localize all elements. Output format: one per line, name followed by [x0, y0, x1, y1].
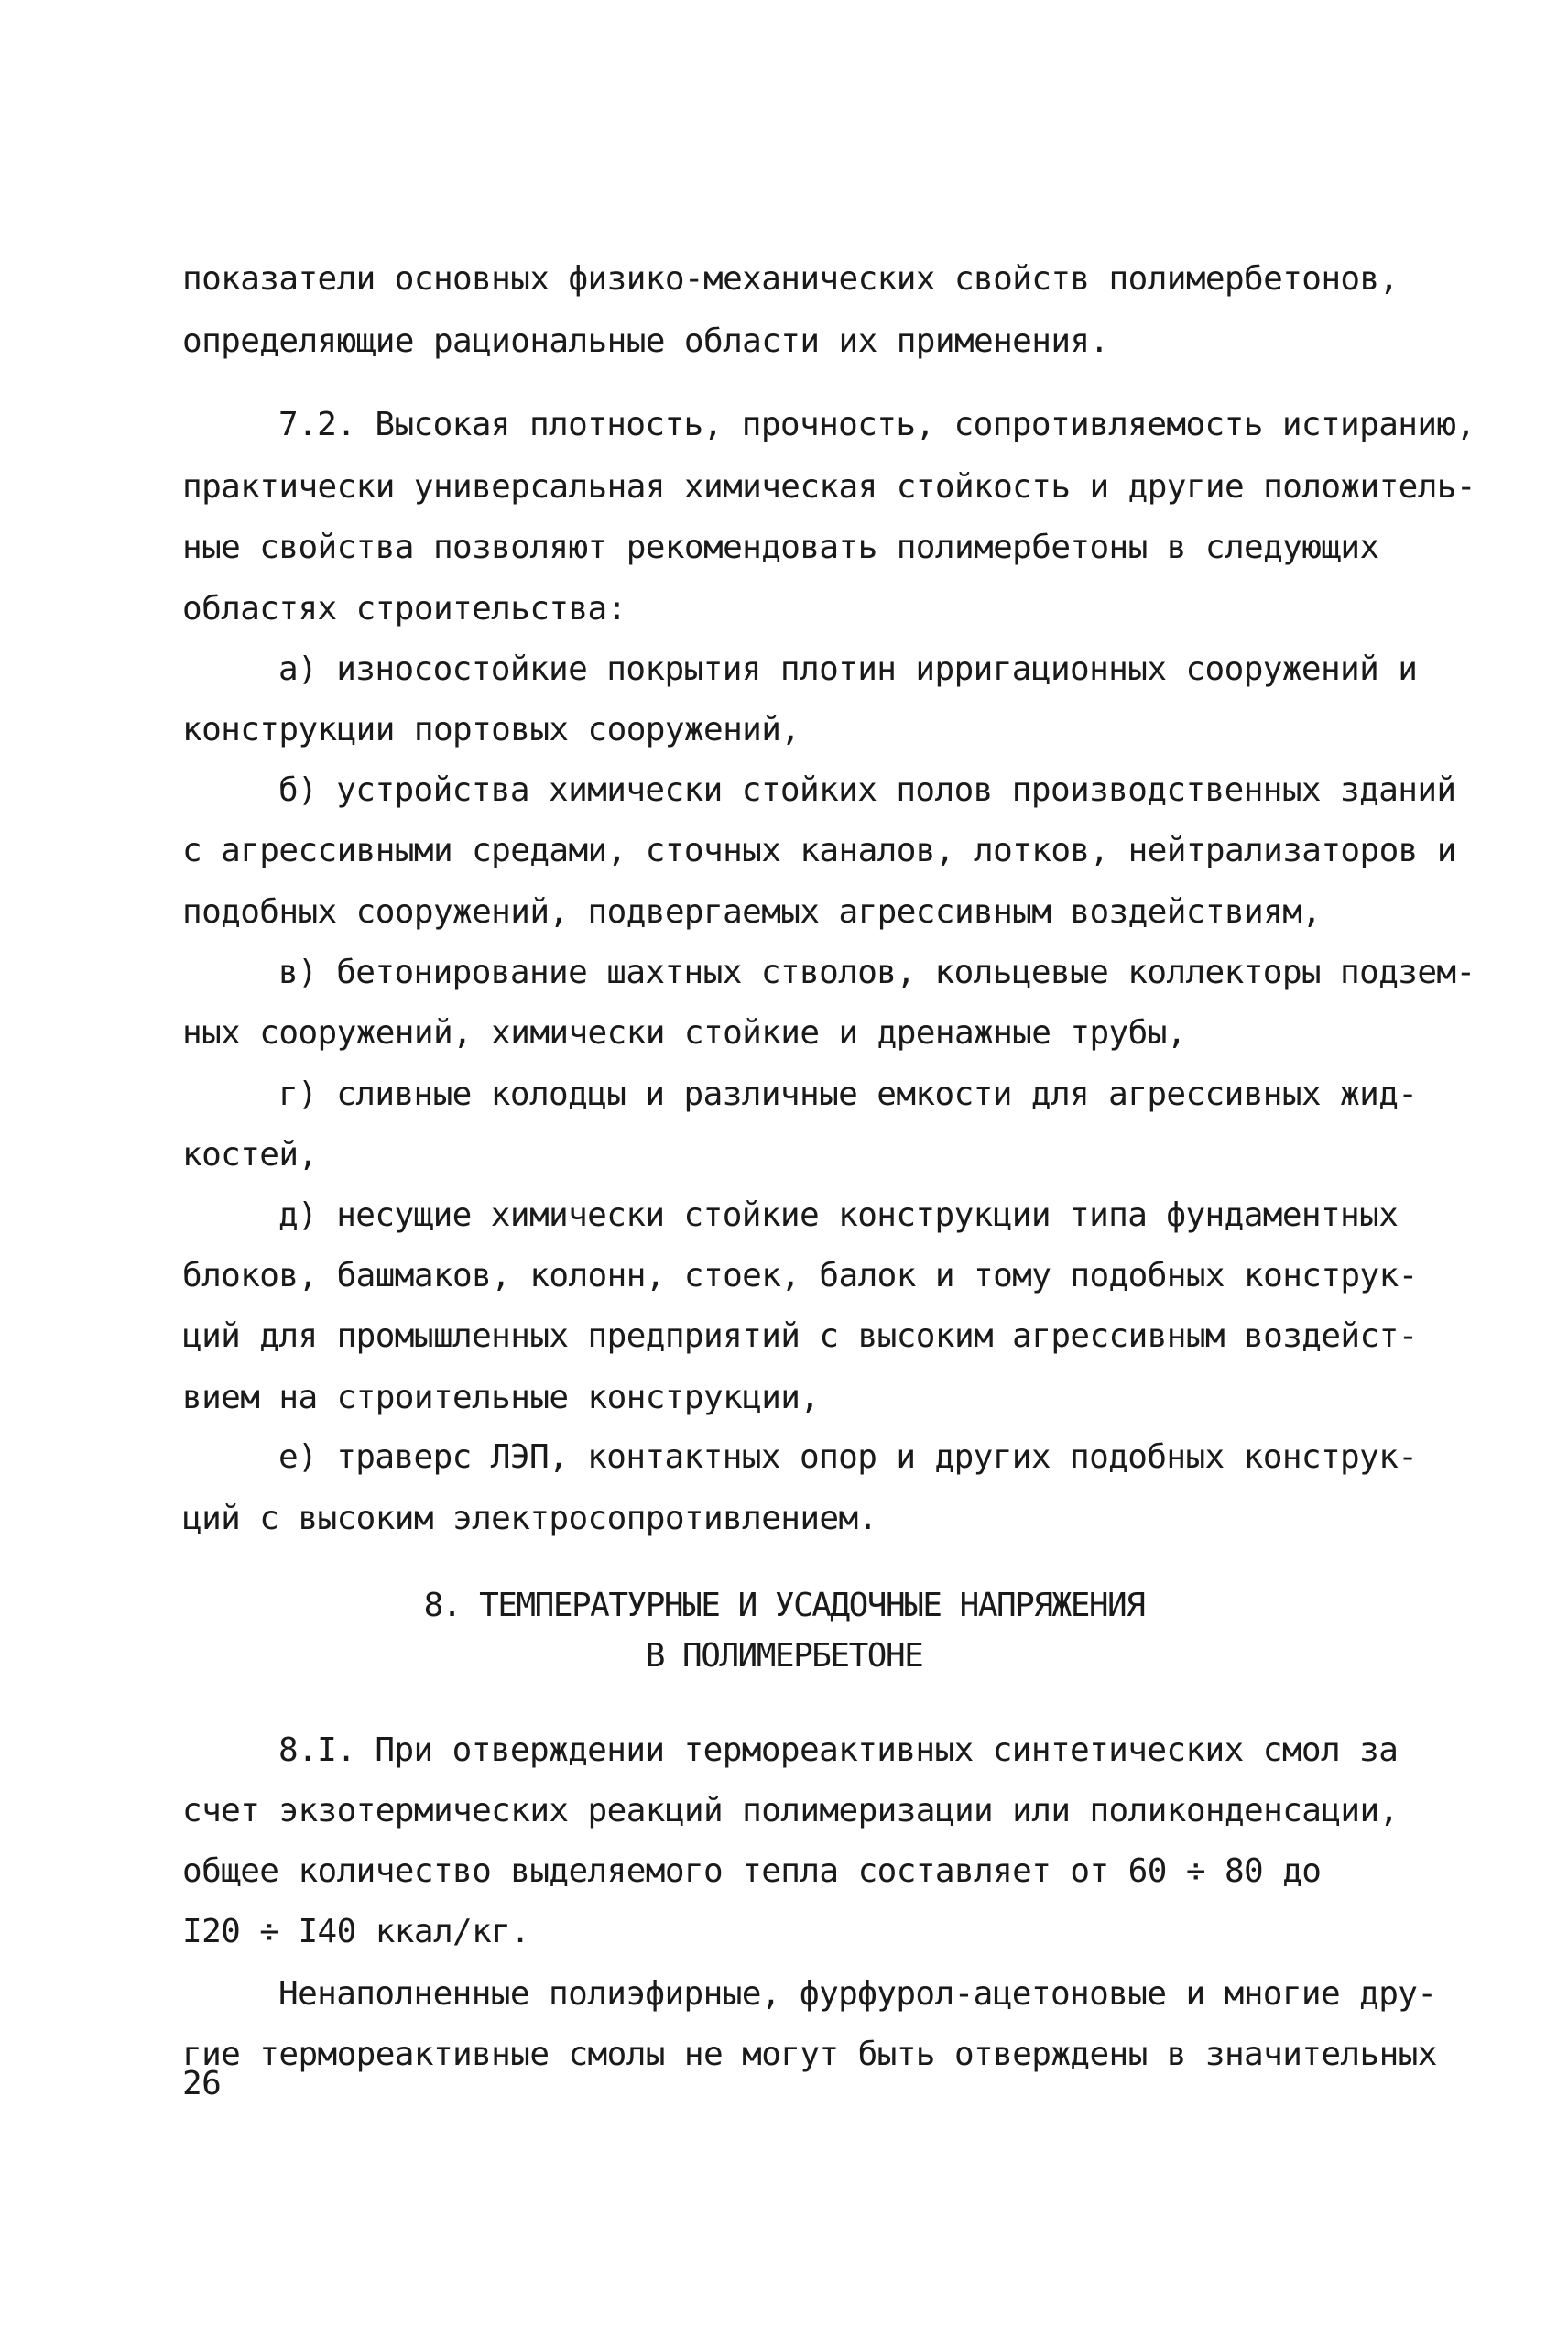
- page-number: 26: [182, 2065, 222, 2102]
- paragraph-line: счет экзотермических реакций полимеризации или поликонденсации,: [182, 1792, 1399, 1829]
- list-item-line: ных сооружений, химически стойкие и дренажные трубы,: [182, 1014, 1186, 1052]
- list-item-line: ций для промышленных предприятий с высоким агрессивным воздейст-: [182, 1317, 1418, 1355]
- list-item-line: конструкции портовых сооружений,: [182, 711, 800, 748]
- paragraph-line: гие термореактивные смолы не могут быть отверждены в значительных: [182, 2036, 1437, 2073]
- list-item-line: блоков, башмаков, колонн, стоек, балок и тому подобных конструк-: [182, 1257, 1418, 1294]
- list-item-line: а) износостойкие покрытия плотин ирригационных сооружений и: [278, 650, 1418, 688]
- paragraph-line: определяющие рациональные области их применения.: [182, 322, 1109, 360]
- list-item-line: г) сливные колодцы и различные емкости для агрессивных жид-: [278, 1076, 1418, 1113]
- paragraph-line: 8.I. При отверждении термореактивных синтетических смол за: [278, 1731, 1399, 1769]
- list-item-line: б) устройства химически стойких полов производственных зданий: [278, 771, 1456, 809]
- paragraph-line: практически универсальная химическая стойкость и другие положитель-: [182, 468, 1475, 506]
- section-heading-line-1: 8. ТЕМПЕРАТУРНЫЕ И УСАДОЧНЫЕ НАПРЯЖЕНИЯ: [423, 1587, 1145, 1624]
- list-item-line: подобных сооружений, подвергаемых агрессивным воздействиям,: [182, 893, 1322, 931]
- list-item-line: вием на строительные конструкции,: [182, 1379, 820, 1416]
- paragraph-line: I20 ÷ I40 ккал/кг.: [182, 1913, 530, 1950]
- list-item-line: е) траверс ЛЭП, контактных опор и других подобных конструк-: [278, 1438, 1418, 1476]
- paragraph-line: 7.2. Высокая плотность, прочность, сопротивляемость истиранию,: [278, 406, 1475, 443]
- paragraph-line: Ненаполненные полиэфирные, фурфурол-ацетоновые и многие дру-: [278, 1975, 1437, 2013]
- list-item-line: с агрессивными средами, сточных каналов, лотков, нейтрализаторов и: [182, 832, 1456, 869]
- paragraph-line: ные свойства позволяют рекомендовать полимербетоны в следующих: [182, 529, 1379, 566]
- list-item-line: костей,: [182, 1136, 318, 1174]
- list-item-line: в) бетонирование шахтных стволов, кольцевые коллекторы подзем-: [278, 954, 1475, 991]
- paragraph-line: показатели основных физико-механических свойств полимербетонов,: [182, 260, 1399, 298]
- section-heading-line-2: В ПОЛИМЕРБЕТОНЕ: [645, 1637, 923, 1675]
- paragraph-line: областях строительства:: [182, 590, 626, 628]
- list-item-line: ций с высоким электросопротивлением.: [182, 1500, 877, 1537]
- list-item-line: д) несущие химически стойкие конструкции типа фундаментных: [278, 1196, 1399, 1234]
- paragraph-line: общее количество выделяемого тепла составляет от 60 ÷ 80 до: [182, 1852, 1322, 1890]
